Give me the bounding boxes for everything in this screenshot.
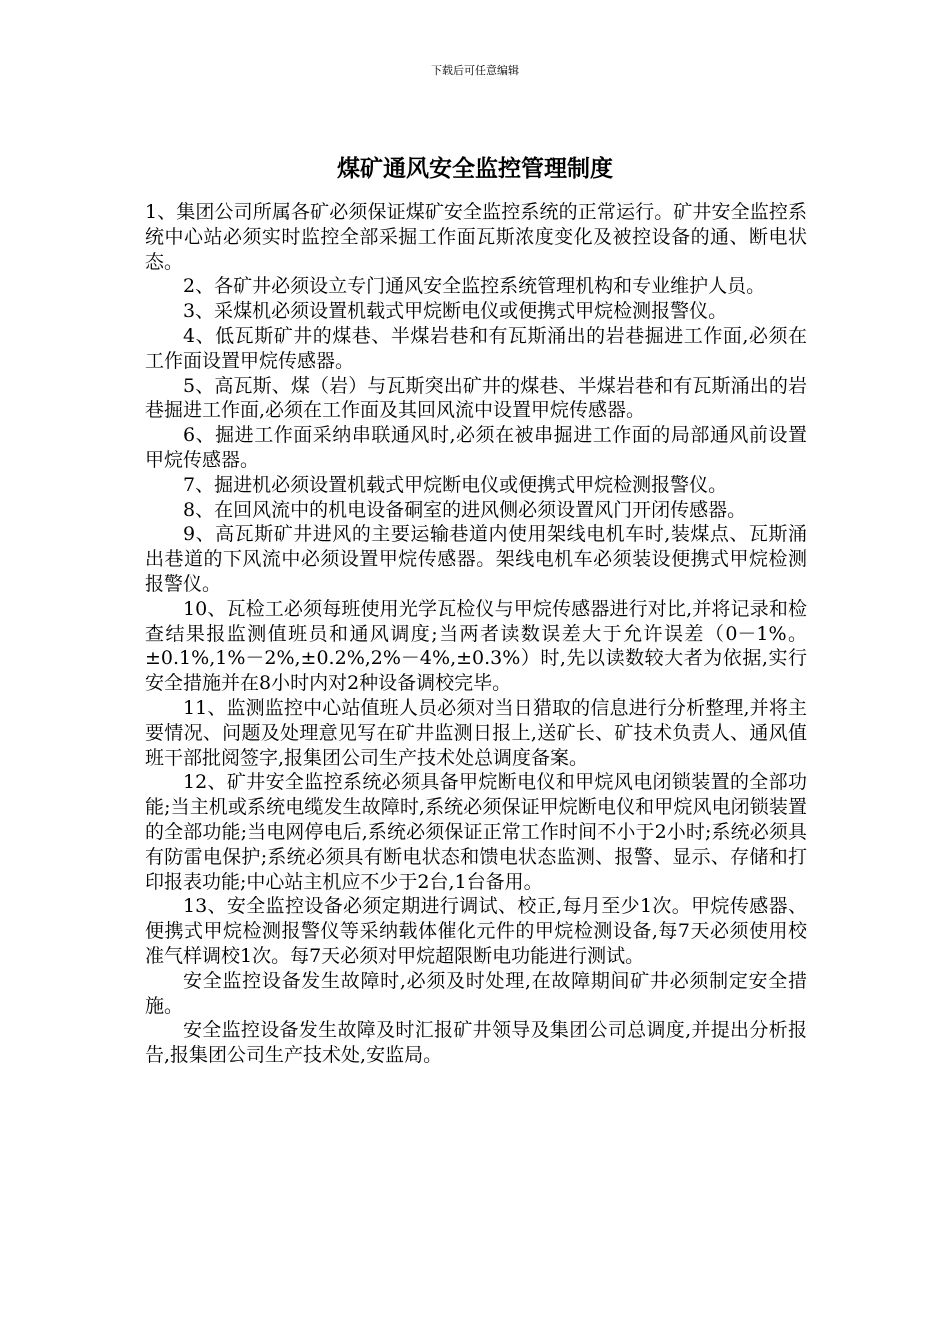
paragraph-14: 安全监控设备发生故障时,必须及时处理,在故障期间矿井必须制定安全措施。 [145,969,807,1017]
paragraph-3: 3、采煤机必须设置机载式甲烷断电仪或便携式甲烷检测报警仪。 [183,300,728,323]
paragraph-4: 4、低瓦斯矿井的煤巷、半煤岩巷和有瓦斯涌出的岩巷掘进工作面,必须在工作面设置甲烷传感器。 [145,324,807,372]
paragraph-13: 13、安全监控设备必须定期进行调试、校正,每月至少1次。甲烷传感器、便携式甲烷检测报警仪等采纳载体催化元件的甲烷检测设备,每7天必须使用校准气样调校1次。每7天必须对甲烷超限断电功能进行测试。 [145,895,807,967]
paragraph-7: 7、掘进机必须设置机载式甲烷断电仪或便携式甲烷检测报警仪。 [183,473,728,496]
paragraph-12: 12、矿井安全监控系统必须具备甲烷断电仪和甲烷风电闭锁装置的全部功能;当主机或系统电缆发生故障时,系统必须保证甲烷断电仪和甲烷风电闭锁装置的全部功能;当电网停电后,系统必须保证正常工作时间不小于2小时;系统必须具有防雷电保护;系统必须具有断电状态和馈电状态监测、报警、显示、存储和打印报表功能;中心站主机应不少于2台,1台备用。 [145,771,807,893]
paragraph-1: 1、集团公司所属各矿必须保证煤矿安全监控系统的正常运行。矿井安全监控系统中心站必须实时监控全部采掘工作面瓦斯浓度变化及被控设备的通、断电状态。 [145,201,807,273]
document-title: 煤矿通风安全监控管理制度 [337,155,613,182]
paragraph-9: 9、高瓦斯矿井进风的主要运输巷道内使用架线电机车时,装煤点、瓦斯涌出巷道的下风流中必须设置甲烷传感器。架线电机车必须装设便携式甲烷检测报警仪。 [145,523,807,595]
paragraph-6: 6、掘进工作面采纳串联通风时,必须在被串掘进工作面的局部通风前设置甲烷传感器。 [145,424,807,471]
document-body [145,200,807,1068]
paragraph-2: 2、各矿井必须设立专门通风安全监控系统管理机构和专业维护人员。 [183,275,766,298]
header-note: 下载后可任意编辑 [431,64,519,77]
paragraph-10: 10、瓦检工必须每班使用光学瓦检仪与甲烷传感器进行对比,并将记录和检查结果报监测值班员和通风调度;当两者读数误差大于允许误差（0－1%。±0.1%,1%－2%,±0.2%,2%－4%,±0.3%）时,先以读数较大者为依据,实行安全措施并在8小时内对2种设备调校完毕。 [145,597,807,695]
paragraph-11: 11、监测监控中心站值班人员必须对当日猎取的信息进行分析整理,并将主要情况、问题及处理意见写在矿井监测日报上,送矿长、矿技术负责人、通风值班干部批阅签字,报集团公司生产技术处总调度备案。 [145,696,807,769]
paragraph-5: 5、高瓦斯、煤（岩）与瓦斯突出矿井的煤巷、半煤岩巷和有瓦斯涌出的岩巷掘进工作面,必须在工作面及其回风流中设置甲烷传感器。 [145,374,807,422]
paragraph-8: 8、在回风流中的机电设备硐室的进风侧必须设置风门开闭传感器。 [183,498,747,521]
paragraph-15: 安全监控设备发生故障及时汇报矿井领导及集团公司总调度,并提出分析报告,报集团公司生产技术处,安监局。 [145,1019,807,1067]
